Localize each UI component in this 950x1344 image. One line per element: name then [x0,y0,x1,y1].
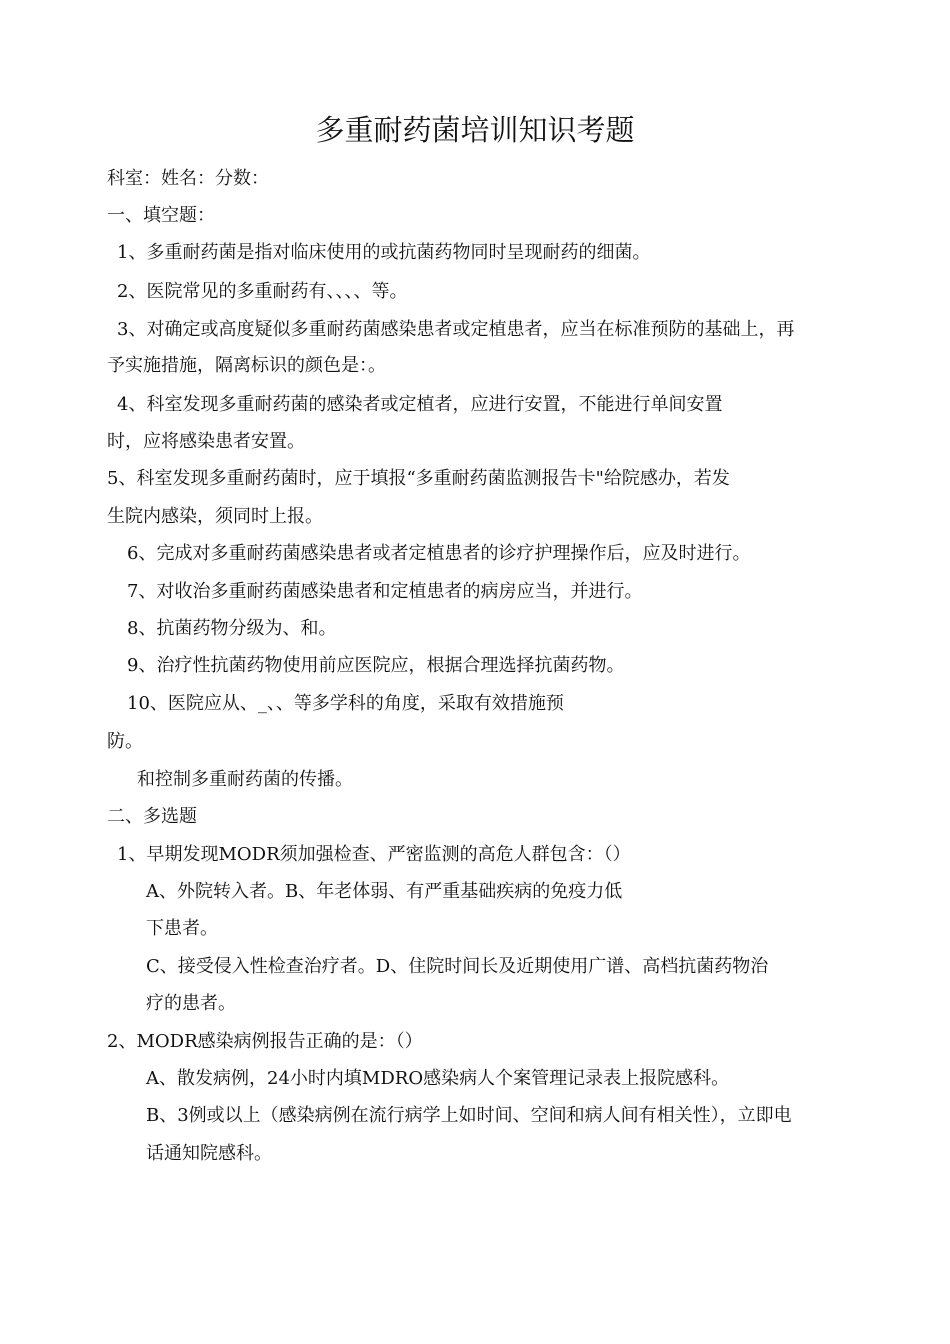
section-1-heading: 一、填空题： [107,205,215,226]
page-title: 多重耐药菌培训知识考题 [315,113,635,147]
section-2-heading: 二、多选题 [107,806,197,827]
question-1-8: 8、抗菌药物分级为、和。 [127,618,337,639]
question-1-9: 9、治疗性抗菌药物使用前应医院应，根据合理选择抗菌药物。 [127,655,625,676]
header-fields-line: 科室：姓名：分数： [107,168,269,189]
question-2-1-options-ab-line-1: A、外院转入者。B、年老体弱、有严重基础疾病的免疫力低 [146,881,623,902]
question-1-10-line-3: 和控制多重耐药菌的传播。 [137,769,353,790]
question-1-5-line-2: 生院内感染，须同时上报。 [107,506,323,527]
question-2-1: 1、早期发现MODR须加强检查、严密监测的高危人群包含：（） [117,844,631,865]
question-2-1-options-cd-line-1: C、接受侵入性检查治疗者。D、住院时间长及近期使用广谱、高档抗菌药物治 [146,956,769,977]
question-2-2: 2、MODR感染病例报告正确的是：（） [107,1031,423,1052]
question-1-4-line-1: 4、科室发现多重耐药菌的感染者或定植者，应进行安置，不能进行单间安置 [117,394,723,415]
question-1-2: 2、医院常见的多重耐药有、、、、等。 [117,281,408,302]
question-1-1: 1、多重耐药菌是指对临床使用的或抗菌药物同时呈现耐药的细菌。 [117,242,651,263]
question-1-10-line-1: 10、医院应从、_、、等多学科的角度，采取有效措施预 [127,693,564,714]
question-2-2-option-a: A、散发病例，24小时内填MDRO感染病人个案管理记录表上报院感科。 [146,1068,730,1089]
question-1-10-line-2: 防。 [107,731,143,752]
question-1-6: 6、完成对多重耐药菌感染患者或者定植患者的诊疗护理操作后，应及时进行。 [127,543,751,564]
question-1-7: 7、对收治多重耐药菌感染患者和定植患者的病房应当，并进行。 [127,581,643,602]
question-2-1-options-ab-line-2: 下患者。 [146,918,218,939]
question-1-3-line-2: 予实施措施，隔离标识的颜色是：。 [107,355,386,376]
question-1-3-line-1: 3、对确定或高度疑似多重耐药菌感染患者或定植患者，应当在标准预防的基础上，再 [117,319,795,340]
question-1-4-line-2: 时，应将感染患者安置。 [107,431,305,452]
question-1-5-line-1: 5、科室发现多重耐药菌时，应于填报“多重耐药菌监测报告卡"给院感办，若发 [107,468,730,489]
question-2-2-option-b-line-2: 话通知院感科。 [146,1143,272,1164]
question-2-2-option-b-line-1: B、3例或以上（感染病例在流行病学上如时间、空间和病人间有相关性），立即电 [146,1105,792,1126]
question-2-1-options-cd-line-2: 疗的患者。 [146,993,236,1014]
